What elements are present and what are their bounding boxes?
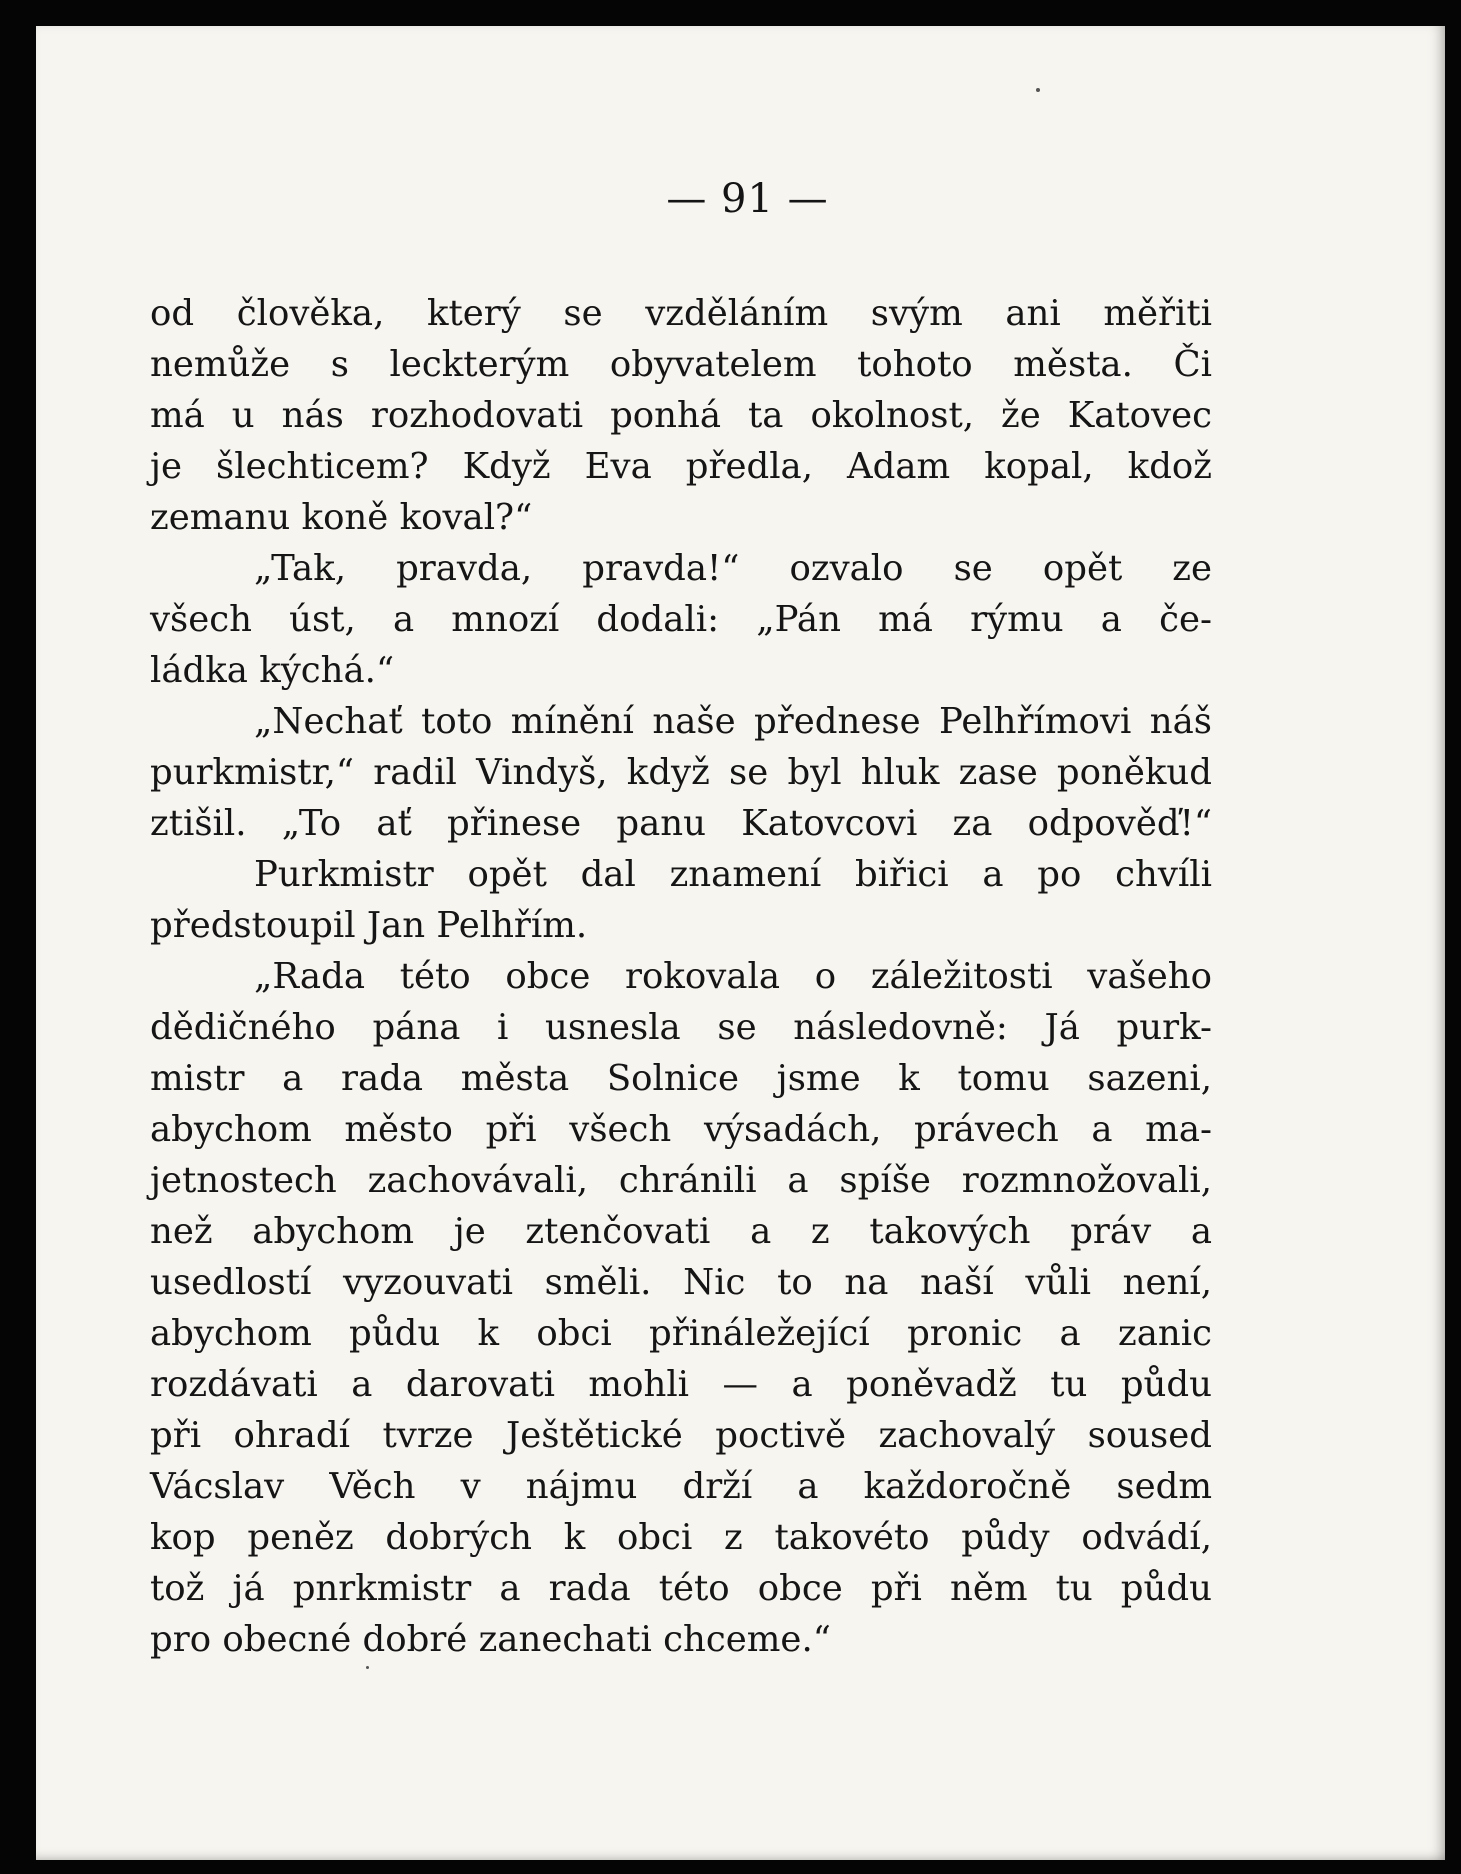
- text-line: „Tak, pravda, pravda!“ ozvalo se opět ze: [254, 548, 1212, 589]
- text-line: než abychom je ztenčovati a z takových práv a: [150, 1211, 1212, 1252]
- body-text: [150, 288, 1212, 1665]
- text-line: zemanu koně koval?“: [150, 497, 533, 538]
- text-line: usedlostí vyzouvati směli. Nic to na naší vůli není,: [150, 1262, 1212, 1303]
- text-line: rozdávati a darovati mohli — a poněvadž tu půdu: [150, 1364, 1212, 1405]
- text-line: od člověka, který se vzděláním svým ani měřiti: [150, 293, 1212, 334]
- paper-speck: [1036, 88, 1040, 92]
- text-line: jetnostech zachovávali, chránili a spíše rozmnožovali,: [150, 1160, 1212, 1201]
- text-line: všech úst, a mnozí dodali: „Pán má rýmu a če-: [150, 599, 1212, 640]
- text-line: při ohradí tvrze Ještětické poctivě zachovalý soused: [150, 1415, 1212, 1456]
- text-line: předstoupil Jan Pelhřím.: [150, 905, 588, 946]
- text-line: má u nás rozhodovati ponhá ta okolnost, že Katovec: [150, 395, 1212, 436]
- text-line: „Rada této obce rokovala o záležitosti vašeho: [254, 956, 1212, 997]
- text-line: kop peněz dobrých k obci z takovéto půdy odvádí,: [150, 1517, 1212, 1558]
- text-line: je šlechticem? Když Eva předla, Adam kopal, kdož: [150, 446, 1212, 487]
- text-line: tož já pnrkmistr a rada této obce při něm tu půdu: [150, 1568, 1212, 1609]
- text-line: „Nechať toto mínění naše přednese Pelhřímovi náš: [254, 701, 1212, 742]
- text-line: dědičného pána i usnesla se následovně: Já purk-: [150, 1007, 1212, 1048]
- text-line: Vácslav Věch v nájmu drží a každoročně sedm: [150, 1466, 1212, 1507]
- text-line: ládka kýchá.“: [150, 650, 395, 691]
- text-line: mistr a rada města Solnice jsme k tomu sazeni,: [150, 1058, 1212, 1099]
- text-line: ztišil. „To ať přinese panu Katovcovi za odpověď!“: [150, 803, 1212, 844]
- text-line: abychom město při všech výsadách, právech a ma-: [150, 1109, 1212, 1150]
- text-line: pro obecné dobré zanechati chceme.“: [150, 1619, 831, 1660]
- paper-sheet: [36, 26, 1445, 1860]
- text-line: Purkmistr opět dal znamení biřici a po chvíli: [254, 854, 1212, 895]
- page-number: — 91 —: [666, 176, 829, 222]
- text-line: nemůže s leckterým obyvatelem tohoto města. Či: [150, 344, 1212, 385]
- text-line: purkmistr,“ radil Vindyš, když se byl hluk zase poněkud: [150, 752, 1212, 793]
- text-line: abychom půdu k obci přináležející pronic a zanic: [150, 1313, 1212, 1354]
- paper-speck: [366, 1666, 369, 1669]
